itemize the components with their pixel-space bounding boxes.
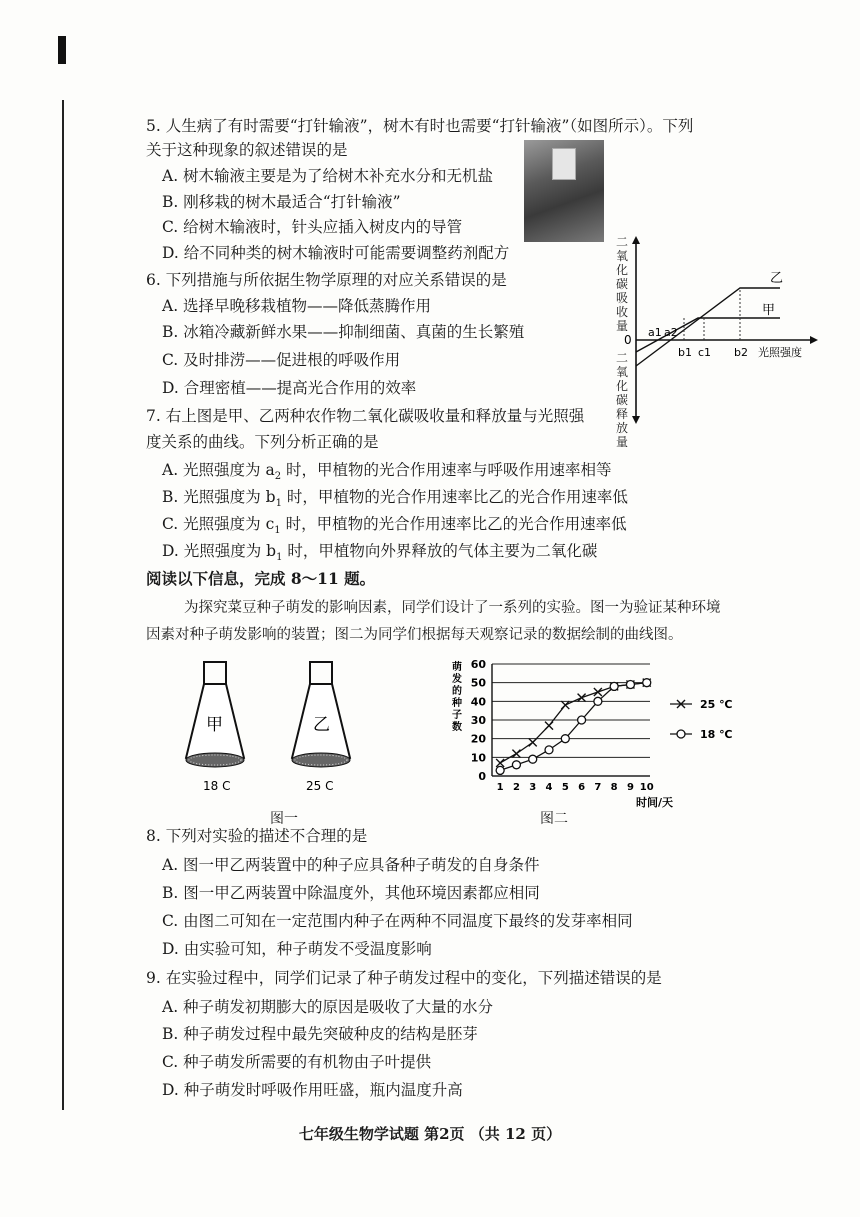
x-tick-label: 2 [512,782,520,793]
graph-ylabel-bottom: 二氧化碳释放量 [616,351,629,449]
legend-label: 18 ℃ [700,728,733,741]
reading-title: 阅读以下信息，完成 8～11 题。 [146,569,376,588]
q7-option-c: C. 光照强度为 $c_1$ 时，甲植物的光合作用速率比乙的光合作用速率低 [162,515,627,537]
flask-jia-temp: 18 C [203,779,231,793]
q5-option-a: A. 树木输液主要是为了给树木补充水分和无机盐 [162,167,494,185]
data-point-o [643,679,651,687]
data-point-o [578,716,586,724]
co2-light-graph [612,232,822,452]
page-footer: 七年级生物学试题 第2页 （共 12 页） [298,1125,562,1143]
q9-option-c: C. 种子萌发所需要的有机物由子叶提供 [162,1053,432,1071]
legend-marker-o [677,730,685,738]
figure2-caption: 图二 [540,811,568,827]
x-tick-label: 3 [529,782,537,793]
label-c1: c1 [698,346,712,359]
reading-para-line2: 因素对种子萌发影响的装置；图二为同学们根据每天观察记录的数据绘制的曲线图。 [146,627,683,643]
y-axis-label: 萌发的种子数 [452,662,462,733]
label-jia: 甲 [762,303,776,318]
scan-edge-mark [58,36,66,64]
flask-yi-label: 乙 [313,715,330,735]
data-point-x [512,750,520,758]
x-axis-label: 时间/天 [636,796,674,809]
data-point-o [626,681,634,689]
q5-stem-line2: 关于这种现象的叙述错误的是 [146,141,348,159]
q8-option-c: C. 由图二可知在一定范围内种子在两种不同温度下最终的发芽率相同 [162,912,633,930]
x-tick-label: 6 [578,782,586,793]
q7-option-a: A. 光照强度为 $a_2$ 时，甲植物的光合作用速率与呼吸作用速率相等 [162,461,612,483]
graph-zero: 0 [624,333,632,347]
flask-jia [186,662,244,793]
flask-yi-temp: 25 C [306,779,334,793]
x-tick-label: 1 [496,782,504,793]
y-tick-label: 40 [470,695,486,709]
q7-option-b: B. 光照强度为 $b_1$ 时，甲植物的光合作用速率比乙的光合作用速率低 [162,488,628,510]
q8-option-b: B. 图一甲乙两装置中除温度外，其他环境因素都应相同 [162,884,540,902]
label-b2: b2 [734,346,748,359]
q7-option-d: D. 光照强度为 $b_1$ 时，甲植物向外界释放的气体主要为二氧化碳 [162,542,598,564]
graph-xlabel: 光照强度 [758,346,802,359]
label-a1: a1 [648,326,662,339]
q9-option-d: D. 种子萌发时呼吸作用旺盛，瓶内温度升高 [162,1081,463,1099]
label-a2: a2 [664,326,678,339]
figure1-caption: 图一 [270,811,298,827]
data-point-o [610,682,618,690]
q5-option-d: D. 给不同种类的树木输液时可能需要调整药剂配方 [162,244,510,262]
series-line [500,683,647,763]
x-tick-label: 9 [626,782,634,793]
figure2-germination-chart [438,652,748,812]
label-yi: 乙 [770,271,784,286]
x-tick-label: 4 [545,782,553,793]
y-tick-label: 60 [470,658,486,671]
q7-stem-line1: 7. 右上图是甲、乙两种农作物二氧化碳吸收量和释放量与光照强 [146,407,585,425]
q8-stem: 8. 下列对实验的描述不合理的是 [146,827,368,845]
q6-option-b: B. 冰箱冷藏新鲜水果——抑制细菌、真菌的生长繁殖 [162,323,525,341]
data-point-o [496,766,504,774]
legend-label: 25 ℃ [700,698,733,711]
q5-option-c: C. 给树木输液时，针头应插入树皮内的导管 [162,218,463,236]
y-tick-label: 50 [470,676,486,690]
tree-infusion-photo [524,140,604,242]
q6-option-a: A. 选择早晚移栽植物——降低蒸腾作用 [162,297,432,315]
x-tick-label: 7 [594,782,602,793]
data-point-x [529,738,537,746]
reading-para-line1: 为探究菜豆种子萌发的影响因素，同学们设计了一系列的实验。图一为验证某种环境 [184,600,721,616]
q6-option-d: D. 合理密植——提高光合作用的效率 [162,379,417,397]
flask-jia-label: 甲 [206,715,223,735]
data-point-x [545,722,553,730]
data-point-o [512,761,520,769]
figure1-flasks [176,656,376,800]
q8-option-d: D. 由实验可知，种子萌发不受温度影响 [162,940,432,958]
data-point-x [496,759,504,767]
data-point-o [545,746,553,754]
flask-yi [292,662,350,793]
y-tick-label: 10 [470,751,486,765]
q5-stem-line1: 5. 人生病了有时需要“打针输液”，树木有时也需要“打针输液”（如图所示）。下列 [146,117,694,135]
label-b1: b1 [678,346,692,359]
x-tick-label: 5 [561,782,569,793]
data-point-o [529,755,537,763]
y-tick-label: 20 [470,732,486,746]
q6-option-c: C. 及时排涝——促进根的呼吸作用 [162,351,401,369]
y-tick-label: 30 [470,714,486,727]
q9-option-a: A. 种子萌发初期膨大的原因是吸收了大量的水分 [162,998,494,1016]
data-point-o [594,697,602,705]
data-point-x [594,688,602,696]
data-point-o [561,735,569,743]
q5-option-b: B. 刚移栽的树木最适合“打针输液” [162,193,401,211]
binding-line [62,100,64,1110]
graph-ylabel-top: 二氧化碳吸收量 [616,235,629,333]
y-tick-label: 0 [478,770,486,783]
q8-option-a: A. 图一甲乙两装置中的种子应具备种子萌发的自身条件 [162,856,540,874]
q7-stem-line2: 度关系的曲线。下列分析正确的是 [146,433,379,451]
q6-stem: 6. 下列措施与所依据生物学原理的对应关系错误的是 [146,271,507,289]
x-tick-label: 10 [639,782,654,793]
q9-option-b: B. 种子萌发过程中最先突破种皮的结构是胚芽 [162,1025,478,1043]
x-tick-label: 8 [610,782,618,793]
q9-stem: 9. 在实验过程中，同学们记录了种子萌发过程中的变化，下列描述错误的是 [146,969,662,987]
data-point-x [561,701,569,709]
data-point-x [578,694,586,702]
